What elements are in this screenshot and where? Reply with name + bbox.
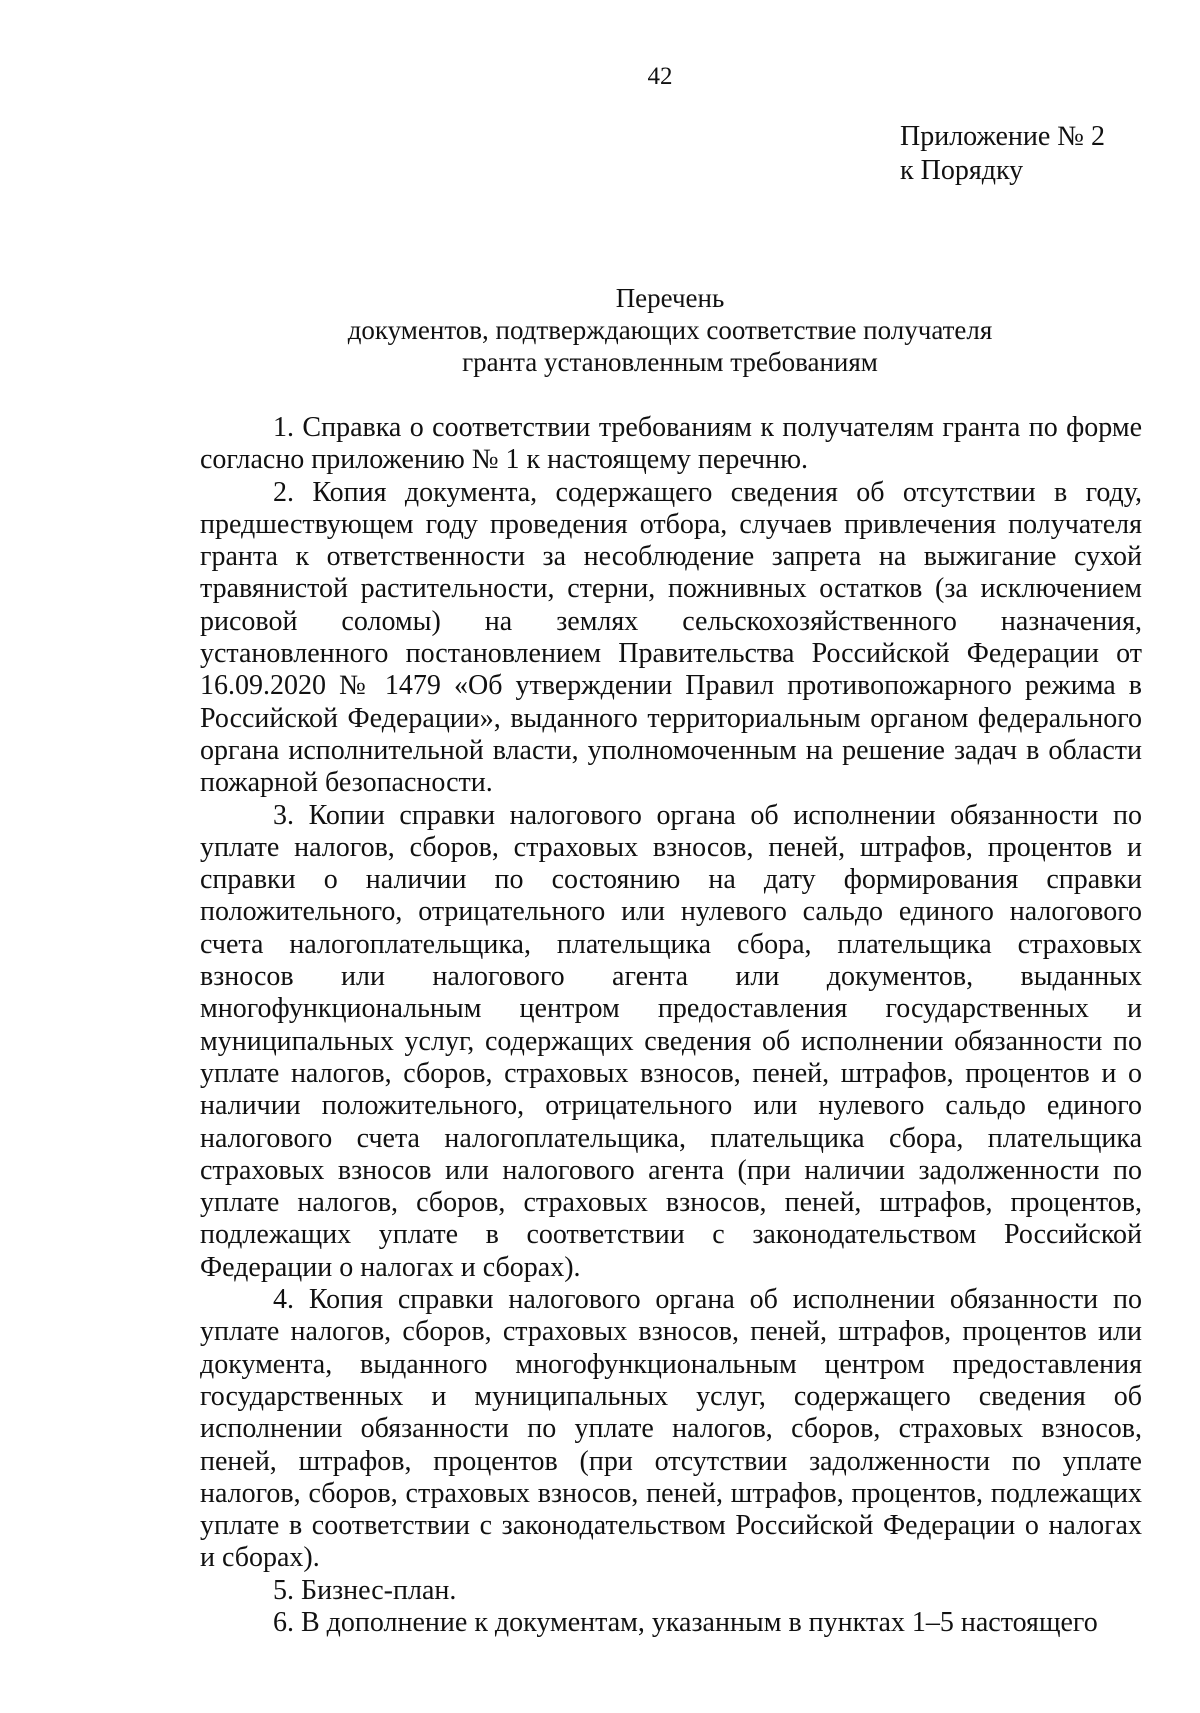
list-item-2: 2. Копия документа, содержащего сведения об отсутствии в году, предшествующем году проведения отбора, случаев привлечения получателя гранта к ответственности за несоблюдение запрета на выжигание сухой травянистой растительности, стерни, пожнивных остатков (за исключением рисовой соломы) на землях сельскохозяйственного назначения, установленного постановлением Правительства Российской Федерации от 16.09.2020 № 1479 «Об утверждении Правил противопожарного режима в Российской Федерации», выданного территориальным органом федерального органа исполнительной власти, уполномоченным на решение задач в области пожарной безопасности. (200, 476, 1142, 799)
document-heading (200, 282, 1140, 378)
list-item-6: 6. В дополнение к документам, указанным в пунктах 1–5 настоящего (273, 1606, 1098, 1638)
appendix-line-2: к Порядку (900, 155, 1024, 186)
heading-line-1: Перечень (615, 283, 725, 313)
list-item-4: 4. Копия справки налогового органа об исполнении обязанности по уплате налогов, сборов, страховых взносов, пеней, штрафов, процентов или документа, выданного многофункциональным центром предоставления государственных и муниципальных услуг, содержащего сведения об исполнении обязанности по уплате налогов, сборов, страховых взносов, пеней, штрафов, процентов (при отсутствии задолженности по уплате налогов, сборов, страховых взносов, пеней, штрафов, процентов, подлежащих уплате в соответствии с законодательством Российской Федерации о налогах и сборах). (200, 1284, 1142, 1574)
appendix-line-1: Приложение № 2 (900, 121, 1105, 152)
appendix-reference (900, 120, 1105, 188)
heading-line-2: документов, подтверждающих соответствие получателя (347, 315, 993, 345)
list-item-5: 5. Бизнес-план. (273, 1574, 457, 1606)
document-body (200, 412, 1142, 1639)
heading-line-3: гранта установленным требованиям (462, 347, 878, 377)
list-item-3: 3. Копии справки налогового органа об исполнении обязанности по уплате налогов, сборов, страховых взносов, пеней, штрафов, процентов и справки о наличии по состоянию на дату формирования справки положительного, отрицательного или нулевого сальдо единого налогового счета налогоплательщика, плательщика сбора, плательщика страховых взносов или налогового агента или документов, выданных многофункциональным центром предоставления государственных и муниципальных услуг, содержащих сведения об исполнении обязанности по уплате налогов, сборов, страховых взносов, пеней, штрафов, процентов и о наличии положительного, отрицательного или нулевого сальдо единого налогового счета налогоплательщика, плательщика сбора, плательщика страховых взносов или налогового агента (при наличии задолженности по уплате налогов, сборов, страховых взносов, пеней, штрафов, процентов, подлежащих уплате в соответствии с законодательством Российской Федерации о налогах и сборах). (200, 799, 1142, 1283)
list-item-1: 1. Справка о соответствии требованиям к получателям гранта по форме согласно приложению № 1 к настоящему перечню. (200, 412, 1142, 476)
page-number: 42 (647, 63, 673, 90)
